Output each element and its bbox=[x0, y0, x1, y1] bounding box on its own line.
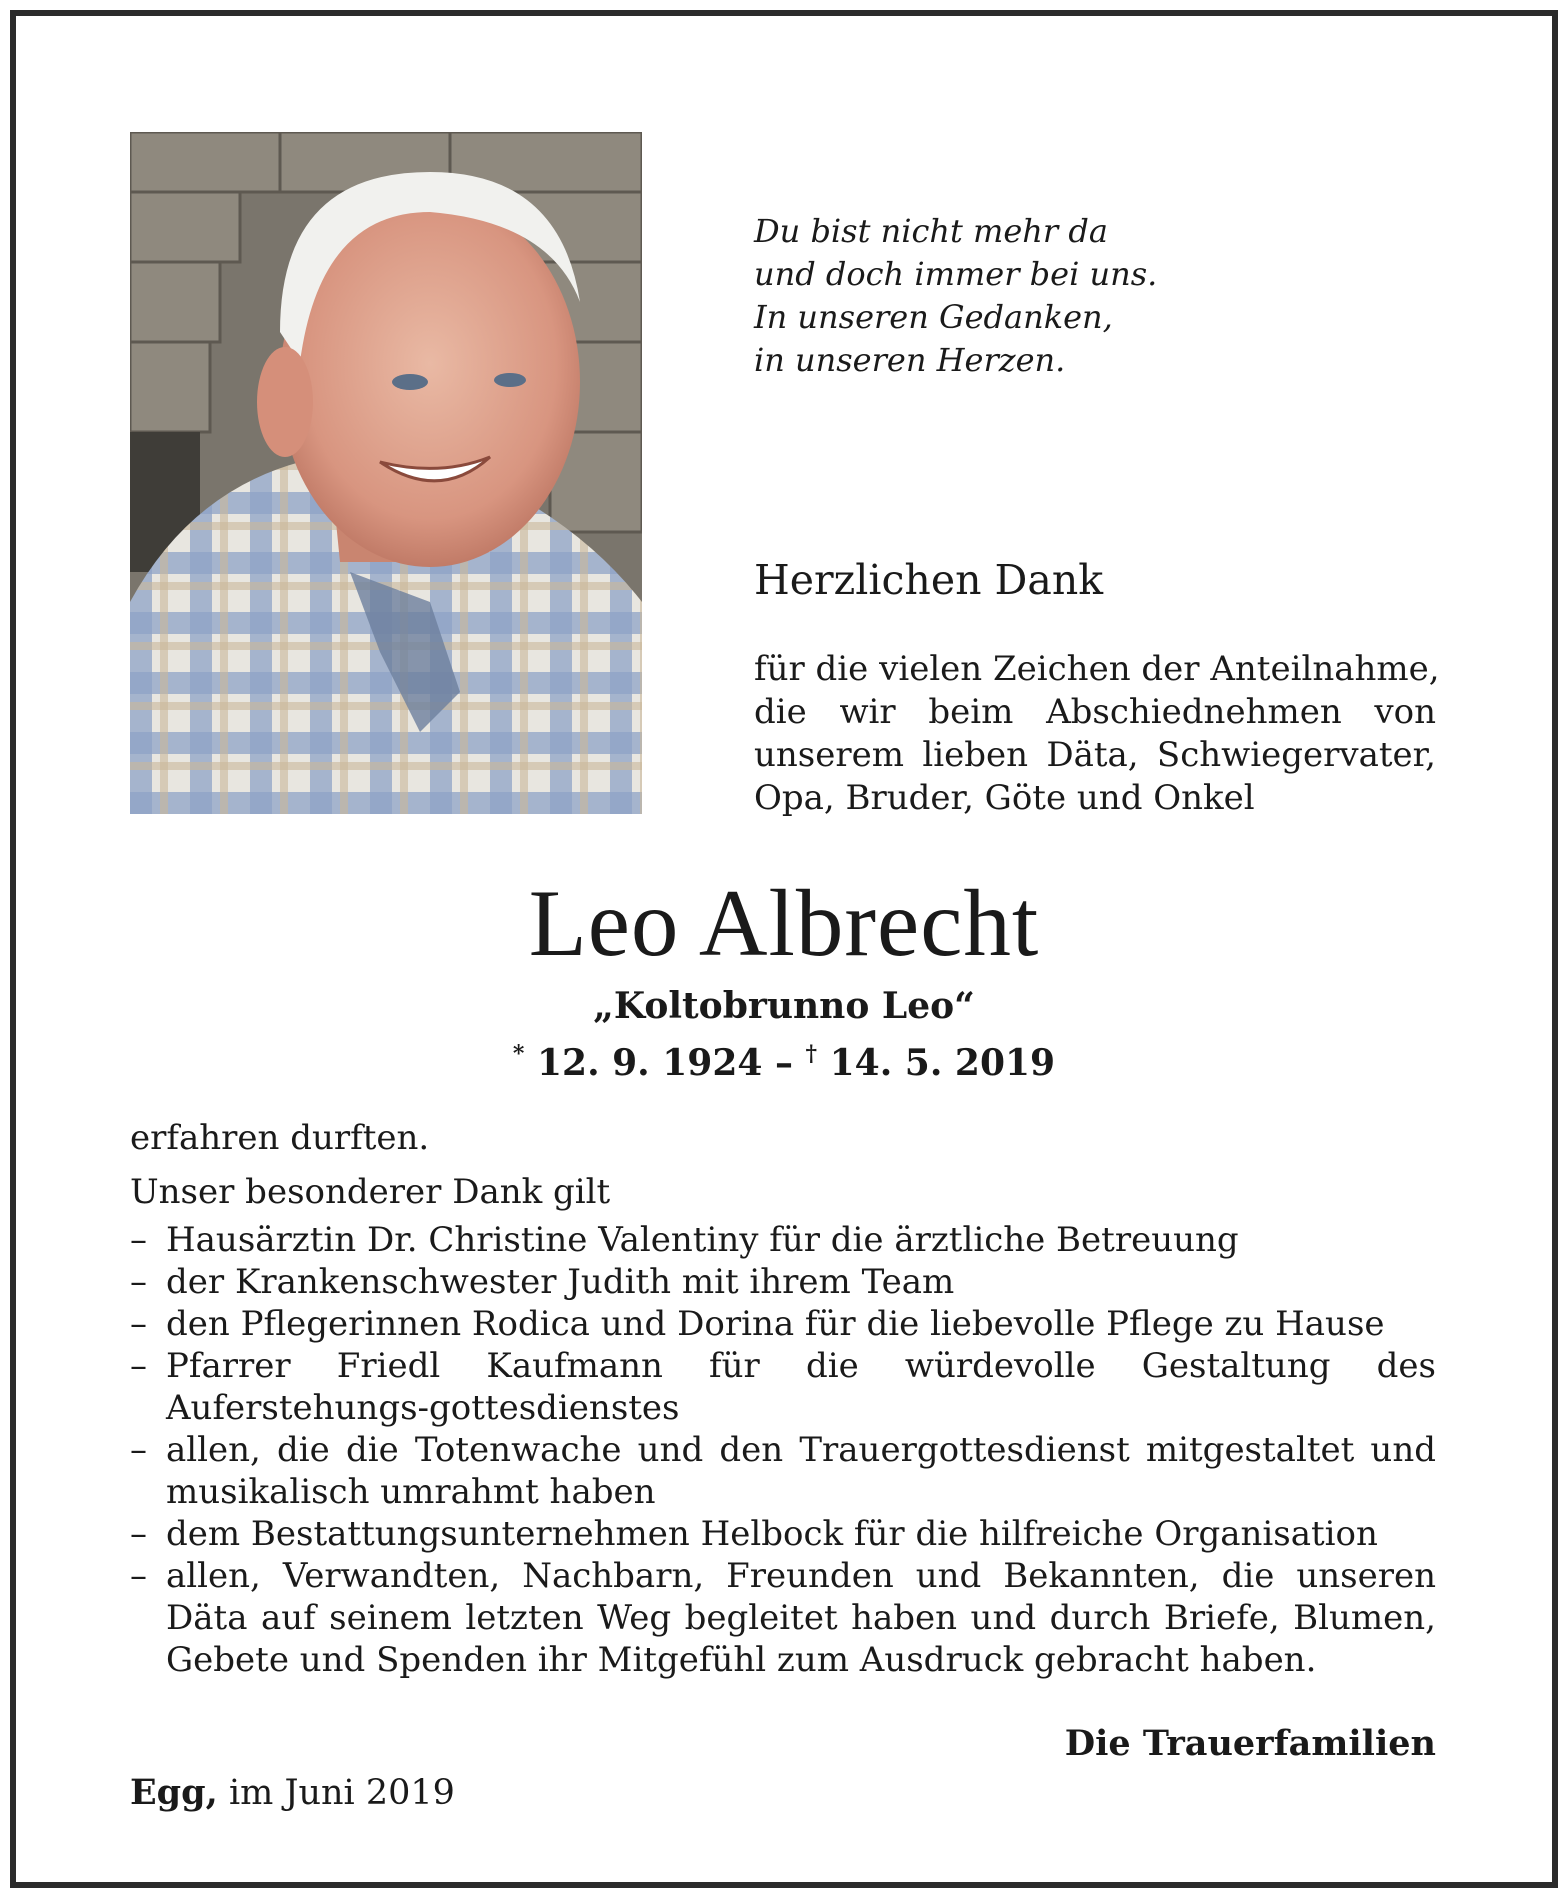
poem-line: In unseren Gedanken, bbox=[754, 298, 1113, 336]
special-thanks-intro: Unser besonderer Dank gilt bbox=[130, 1172, 611, 1212]
memorial-poem bbox=[754, 210, 1157, 382]
dash-bullet: – bbox=[130, 1556, 147, 1596]
signature: Die Trauerfamilien bbox=[1064, 1723, 1436, 1764]
list-item bbox=[130, 1513, 1436, 1555]
thanks-heading: Herzlichen Dank bbox=[754, 556, 1104, 604]
dash-bullet: – bbox=[130, 1346, 147, 1386]
list-item bbox=[130, 1219, 1436, 1261]
portrait-photo bbox=[130, 132, 642, 814]
list-item-text: allen, die die Totenwache und den Trauergottesdienst mitgestaltet und musikalisch umrahmt haben bbox=[166, 1430, 1436, 1512]
thanks-line: für die vielen Zeichen der Anteilnahme, bbox=[754, 649, 1440, 689]
list-item-text: den Pflegerinnen Rodica und Dorina für die liebevolle Pflege zu Hause bbox=[166, 1304, 1385, 1344]
thanks-body bbox=[130, 1117, 1436, 1681]
poem-line: in unseren Herzen. bbox=[754, 341, 1066, 379]
life-dates bbox=[0, 1032, 1568, 1085]
dash-bullet: – bbox=[130, 1430, 147, 1470]
dash-bullet: – bbox=[130, 1220, 147, 1260]
date-separator: – bbox=[775, 1042, 793, 1084]
issue-date: im Juni 2019 bbox=[217, 1773, 455, 1813]
poem-line: Du bist nicht mehr da bbox=[754, 212, 1108, 250]
dash-bullet: – bbox=[130, 1262, 147, 1302]
list-item-text: Pfarrer Friedl Kaufmann für die würdevolle Gestaltung des Auferstehungs-gottesdienstes bbox=[166, 1346, 1436, 1428]
closing-line: erfahren durften. bbox=[130, 1118, 430, 1158]
place-and-date bbox=[130, 1772, 455, 1813]
born-symbol: * bbox=[512, 1041, 525, 1067]
thanks-line: Opa, Bruder, Göte und Onkel bbox=[754, 778, 1255, 818]
thanks-list bbox=[130, 1219, 1436, 1681]
birth-date: 12. 9. 1924 bbox=[536, 1042, 763, 1084]
list-item bbox=[130, 1555, 1436, 1681]
list-item bbox=[130, 1261, 1436, 1303]
place-name: Egg, bbox=[130, 1772, 218, 1813]
list-item-text: Hausärztin Dr. Christine Valentiny für die ärztliche Betreuung bbox=[166, 1220, 1239, 1260]
thanks-line: die wir beim Abschiednehmen von bbox=[754, 692, 1436, 732]
list-item bbox=[130, 1303, 1436, 1345]
list-item bbox=[130, 1345, 1436, 1429]
list-item-text: dem Bestattungsunternehmen Helbock für die hilfreiche Organisation bbox=[166, 1514, 1378, 1554]
dash-bullet: – bbox=[130, 1304, 147, 1344]
dash-bullet: – bbox=[130, 1514, 147, 1554]
death-date: 14. 5. 2019 bbox=[829, 1042, 1056, 1084]
list-item bbox=[130, 1429, 1436, 1513]
thanks-paragraph bbox=[754, 648, 1440, 820]
thanks-line: unserem lieben Däta, Schwiegervater, bbox=[754, 735, 1436, 775]
list-item-text: der Krankenschwester Judith mit ihrem Team bbox=[166, 1262, 955, 1302]
deceased-name: Leo Albrecht bbox=[528, 870, 1040, 976]
died-symbol: † bbox=[805, 1041, 818, 1067]
list-item-text: allen, Verwandten, Nachbarn, Freunden und Bekannten, die unseren Däta auf seinem letzten Weg begleitet haben und durch Briefe, Blumen, Gebete und Spenden ihr Mitgefühl zum Ausdruck gebracht haben. bbox=[166, 1556, 1436, 1680]
deceased-nickname: „Koltobrunno Leo“ bbox=[593, 985, 975, 1027]
poem-line: und doch immer bei uns. bbox=[754, 255, 1158, 293]
